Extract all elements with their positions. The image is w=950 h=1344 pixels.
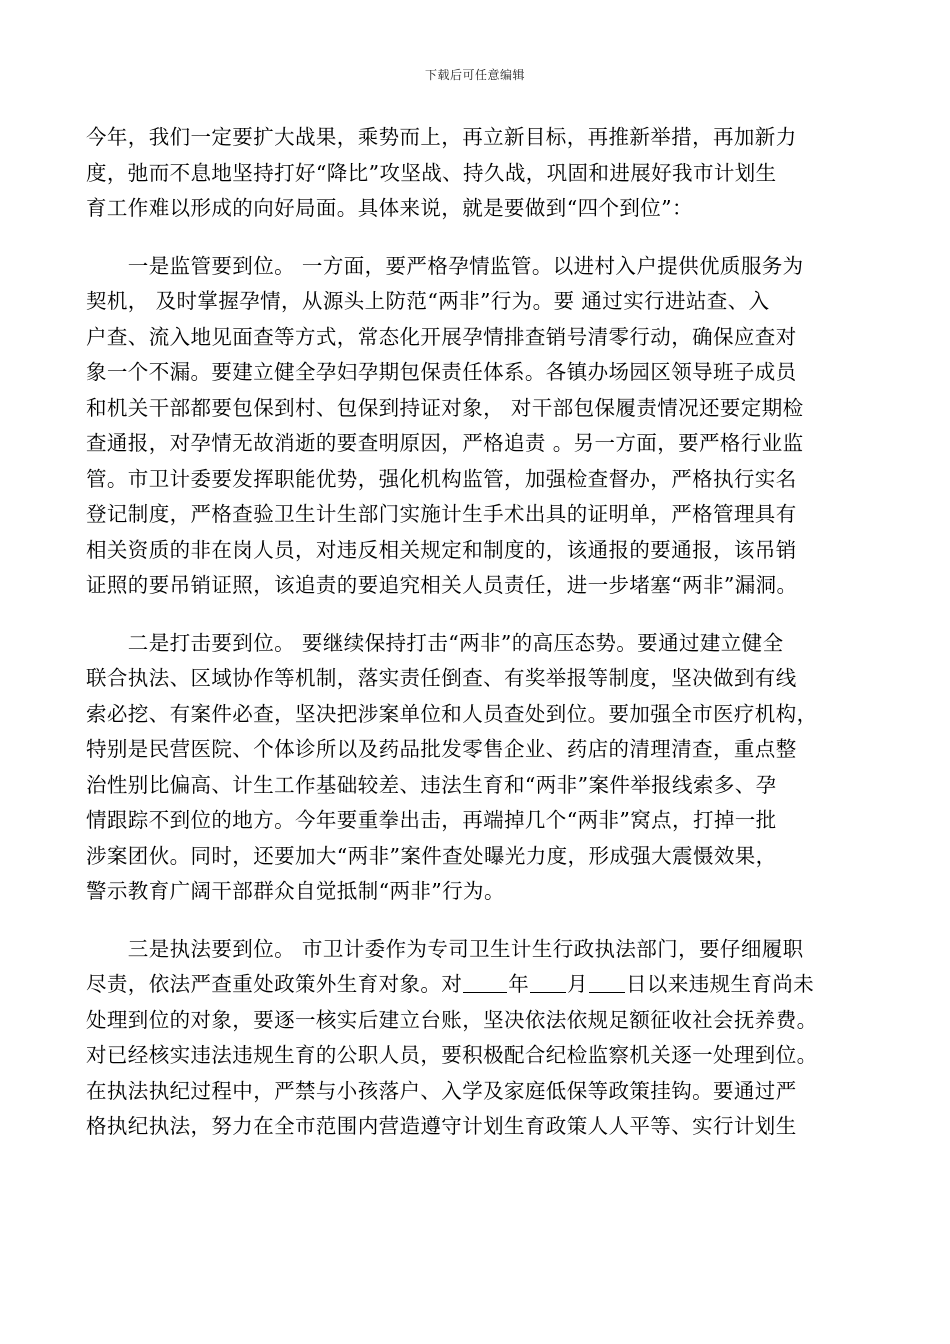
text-line: 联合执法、区域协作等机制，落实责任倒查、有奖举报等制度，坚决做到有线 bbox=[86, 666, 797, 690]
text-line: 象一个不漏。要建立健全孕妇孕期包保责任体系。各镇办场园区领导班子成员 bbox=[86, 360, 797, 384]
document-body bbox=[86, 120, 866, 1145]
text-line: 治性别比偏高、计生工作基础较差、违法生育和“两非”案件举报线索多、孕 bbox=[86, 772, 777, 797]
text-line: 相关资质的非在岗人员，对违反相关规定和制度的，该通报的要通报，该吊销 bbox=[86, 537, 797, 562]
text-line: 特别是民营医院、个体诊所以及药品批发零售企业、药店的清理清查，重点整 bbox=[86, 737, 797, 761]
text-line: 户查、流入地见面查等方式，常态化开展孕情排查销号清零行动，确保应查对 bbox=[86, 324, 797, 349]
text-line: 涉案团伙。同时，还要加大“两非”案件查处曝光力度，形成强大震慑效果， bbox=[86, 843, 777, 868]
text-line: 一是监管要到位。 一方面，要严格孕情监管。以进村入户提供优质服务为 bbox=[86, 253, 804, 278]
text-line: 三是执法要到位。 市卫计委作为专司卫生计生行政执法部门，要仔细履职 bbox=[86, 936, 804, 961]
text-segment: 对 bbox=[441, 972, 463, 996]
header-note: 下载后可任意编辑 bbox=[424, 68, 525, 82]
text-line: 契机， 及时掌握孕情，从源头上防范“两非”行为。要 通过实行进站查、入 bbox=[86, 289, 770, 313]
text-line: 育工作难以形成的向好局面。具体来说，就是要做到“四个到位”： bbox=[86, 196, 693, 220]
text-line: 警示教育广阔干部群众自觉抵制“两非”行为。 bbox=[86, 879, 505, 903]
paragraph-gap bbox=[86, 227, 866, 249]
text-line: 登记制度，严格查验卫生计生部门实施计生手术出具的证明单，严格管理具有 bbox=[86, 502, 797, 526]
text-line: 度，弛而不息地坚持打好“降比”攻坚战、持久战，巩固和进展好我市计划生 bbox=[86, 160, 777, 185]
paragraph-supervision bbox=[86, 249, 866, 604]
text-line: 二是打击要到位。 要继续保持打击“两非”的高压态势。要通过建立健全 bbox=[86, 630, 784, 655]
month-blank bbox=[530, 991, 566, 993]
year-blank bbox=[463, 991, 507, 993]
text-line: 在执法执纪过程中，严禁与小孩落户、入学及家庭低保等政策挂钩。要通过严 bbox=[86, 1078, 797, 1103]
text-line: 格执纪执法，努力在全市范围内营造遵守计划生育政策人人平等、实行计划生 bbox=[86, 1114, 797, 1138]
paragraph-gap bbox=[86, 910, 866, 932]
text-line: 处理到位的对象，要逐一核实后建立台账，坚决依法依规足额征收社会抚养费。 bbox=[86, 1007, 818, 1032]
paragraph-crackdown bbox=[86, 626, 866, 910]
text-line: 查通报，对孕情无故消逝的要查明原因，严格追责 。另一方面，要严格行业监 bbox=[86, 431, 804, 455]
date-text-line bbox=[86, 967, 866, 1003]
text-line: 对已经核实违法违规生育的公职人员，要积极配合纪检监察机关逐一处理到位。 bbox=[86, 1043, 818, 1067]
text-line: 管。市卫计委要发挥职能优势，强化机构监管，加强检查督办，严格执行实名 bbox=[86, 466, 797, 491]
paragraph-gap bbox=[86, 604, 866, 626]
text-line: 索必挖、有案件必查，坚决把涉案单位和人员查处到位。要加强全市医疗机构， bbox=[86, 701, 818, 726]
day-label: 日以来违规生育尚未 bbox=[626, 972, 815, 996]
text-segment: 尽责，依法严查重处政策外生育对象。 bbox=[86, 972, 442, 996]
day-blank bbox=[589, 991, 625, 993]
paragraph-intro bbox=[86, 120, 866, 227]
text-line: 情跟踪不到位的地方。今年要重拳出击，再端掉几个“两非”窝点，打掉一批 bbox=[86, 808, 777, 832]
year-label: 年 bbox=[508, 972, 530, 996]
text-line: 今年，我们一定要扩大战果，乘势而上，再立新目标，再推新举措，再加新力 bbox=[86, 125, 797, 149]
month-label: 月 bbox=[567, 972, 589, 996]
text-line: 证照的要吊销证照，该追责的要追究相关人员责任，进一步堵塞“两非”漏洞。 bbox=[86, 573, 798, 597]
text-line: 和机关干部都要包保到村、包保到持证对象， 对干部包保履责情况还要定期检 bbox=[86, 395, 804, 420]
paragraph-enforcement bbox=[86, 932, 866, 1145]
